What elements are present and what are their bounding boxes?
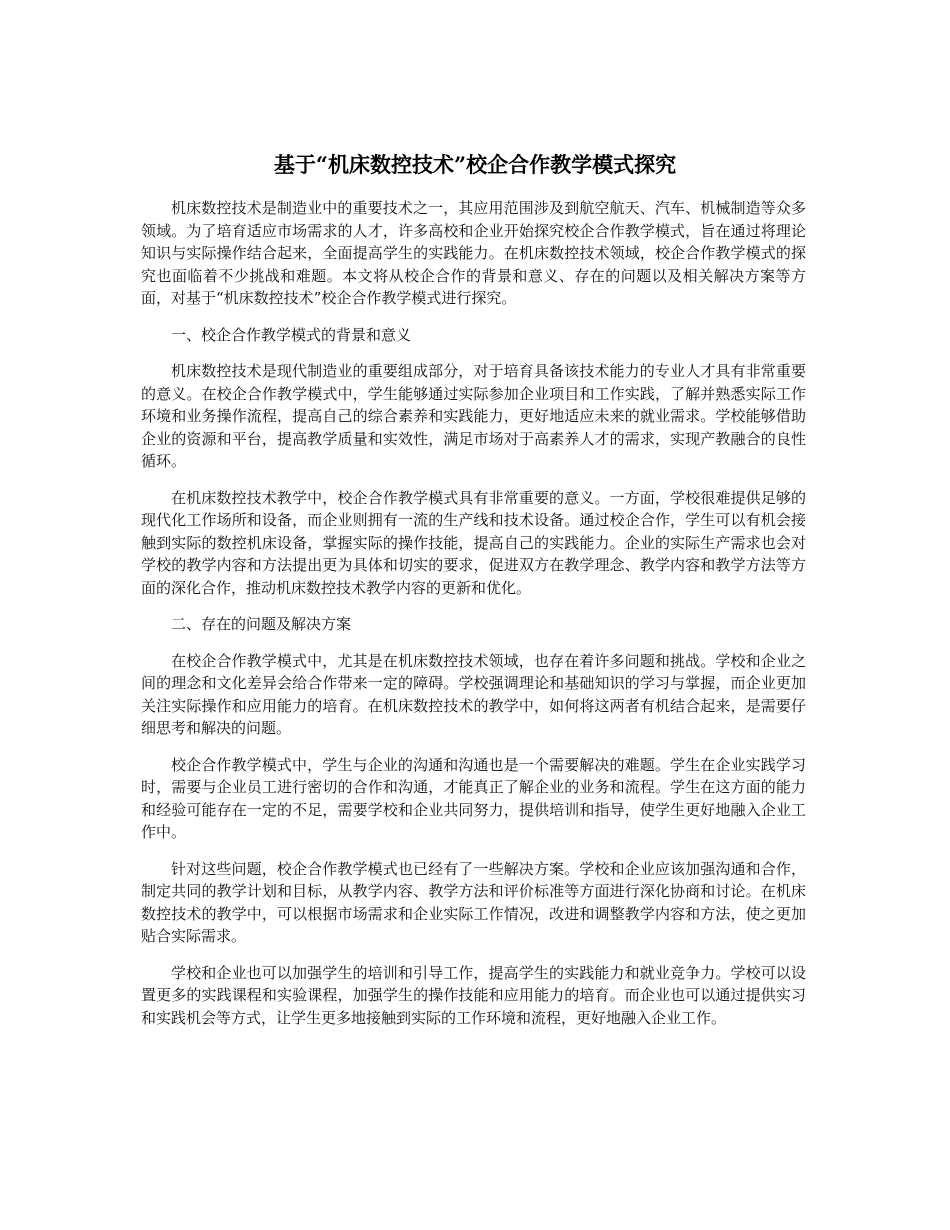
section1-paragraph-1: 机床数控技术是现代制造业的重要组成部分，对于培育具备该技术能力的专业人才具有非常重要的意义。在校企合作教学模式中，学生能够通过实际参加企业项目和工作实践，了解并熟悉实际工作环境和业务操作流程，提高自己的综合素养和实践能力，更好地适应未来的就业需求。学校能够借助企业的资源和平台，提高教学质量和实效性，满足市场对于高素养人才的需求，实现产教融合的良性循环。 [141,362,806,470]
section1-paragraph-2: 在机床数控技术教学中，校企合作教学模式具有非常重要的意义。一方面，学校很难提供足够的现代化工作场所和设备，而企业则拥有一流的生产线和技术设备。通过校企合作，学生可以有机会接触到实际的数控机床设备，掌握实际的操作技能，提高自己的实践能力。企业的实际生产需求也会对学校的教学内容和方法提出更为具体和切实的要求，促进双方在教学理念、教学内容和教学方法等方面的深化合作，推动机床数控技术教学内容的更新和优化。 [141,488,806,597]
section-heading-problems: 二、存在的问题及解决方案 [171,615,352,633]
section2-paragraph-1: 在校企合作教学模式中，尤其是在机床数控技术领域，也存在着许多问题和挑战。学校和企业之间的理念和文化差异会给合作带来一定的障碍。学校强调理论和基础知识的学习与掌握，而企业更加关注实际操作和应用能力的培育。在机床数控技术的教学中，如何将这两者有机结合起来，是需要仔细思考和解决的问题。 [141,651,806,737]
intro-paragraph: 机床数控技术是制造业中的重要技术之一，其应用范围涉及到航空航天、汽车、机械制造等众多领域。为了培育适应市场需求的人才，许多高校和企业开始探究校企合作教学模式，旨在通过将理论知识与实际操作结合起来，全面提高学生的实践能力。在机床数控技术领域，校企合作教学模式的探究也面临着不少挑战和难题。本文将从校企合作的背景和意义、存在的问题以及相关解决方案等方面，对基于“机床数控技术”校企合作教学模式进行探究。 [141,199,806,307]
document-title: 基于“机床数控技术”校企合作教学模式探究 [273,152,677,177]
section2-paragraph-2: 校企合作教学模式中，学生与企业的沟通和沟通也是一个需要解决的难题。学生在企业实践学习时，需要与企业员工进行密切的合作和沟通，才能真正了解企业的业务和流程。学生在这方面的能力和经验可能存在一定的不足，需要学校和企业共同努力，提供培训和指导，使学生更好地融入企业工作中。 [141,755,806,841]
section2-paragraph-3: 针对这些问题，校企合作教学模式也已经有了一些解决方案。学校和企业应该加强沟通和合作，制定共同的教学计划和目标，从教学内容、教学方法和评价标准等方面进行深化协商和讨论。在机床数控技术的教学中，可以根据市场需求和企业实际工作情况，改进和调整教学内容和方法，使之更加贴合实际需求。 [141,859,806,945]
section-heading-background: 一、校企合作教学模式的背景和意义 [171,325,412,344]
section2-paragraph-4: 学校和企业也可以加强学生的培训和引导工作，提高学生的实践能力和就业竞争力。学校可以设置更多的实践课程和实验课程，加强学生的操作技能和应用能力的培育。而企业也可以通过提供实习和实践机会等方式，让学生更多地接触到实际的工作环境和流程，更好地融入企业工作。 [141,963,806,1027]
document-body [141,197,806,1043]
